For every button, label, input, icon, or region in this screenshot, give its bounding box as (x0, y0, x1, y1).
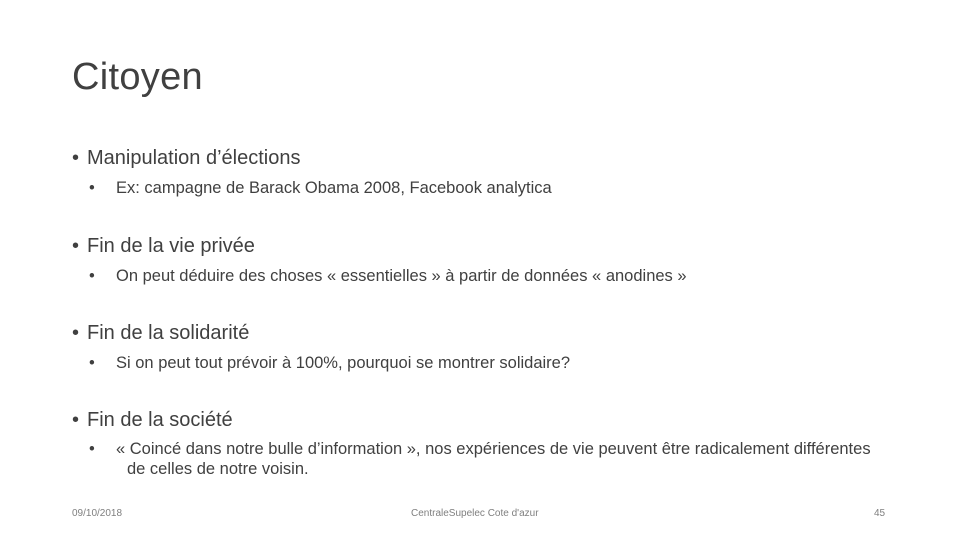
bullet-dot: • (72, 235, 80, 257)
page-number: 45 (874, 508, 886, 519)
sub-bullet-item: • Si on peut tout prévoir à 100%, pourquoi se montrer solidaire? (89, 354, 571, 372)
bullet-text: Manipulation d’élections (87, 147, 301, 169)
sub-bullet-text: Si on peut tout prévoir à 100%, pourquoi se montrer solidaire? (116, 354, 571, 372)
slide-title: Citoyen (72, 56, 203, 98)
bullet-dot: • (72, 322, 80, 344)
bullet-text: Fin de la solidarité (87, 322, 250, 344)
sub-bullet-text: « Coincé dans notre bulle d’information », nos expériences de vie peuvent être radicalement différentes de celles de notre voisin. (116, 440, 871, 478)
bullet-item (72, 321, 249, 345)
sub-bullet-text: Ex: campagne de Barack Obama 2008, Facebook analytica (116, 179, 552, 197)
footer-organization: CentraleSupelec Cote d'azur (411, 508, 539, 519)
footer-date: 09/10/2018 (72, 508, 123, 519)
sub-bullet-text: On peut déduire des choses « essentielles » à partir de données « anodines » (116, 267, 687, 285)
bullet-item (72, 146, 300, 170)
bullet-dot: • (72, 147, 80, 169)
sub-bullet-item: • Ex: campagne de Barack Obama 2008, Facebook analytica (89, 179, 552, 197)
bullet-item (72, 408, 233, 432)
bullet-dot: • (72, 409, 80, 431)
sub-bullet-item: • On peut déduire des choses « essentielles » à partir de données « anodines » (89, 267, 687, 285)
bullet-text: Fin de la vie privée (87, 235, 255, 257)
sub-bullet-item: • « Coincé dans notre bulle d’information », nos expériences de vie peuvent être radicalement différentes de celles de notre voisin. (89, 440, 871, 478)
bullet-text: Fin de la société (87, 409, 233, 431)
bullet-item (72, 234, 255, 258)
